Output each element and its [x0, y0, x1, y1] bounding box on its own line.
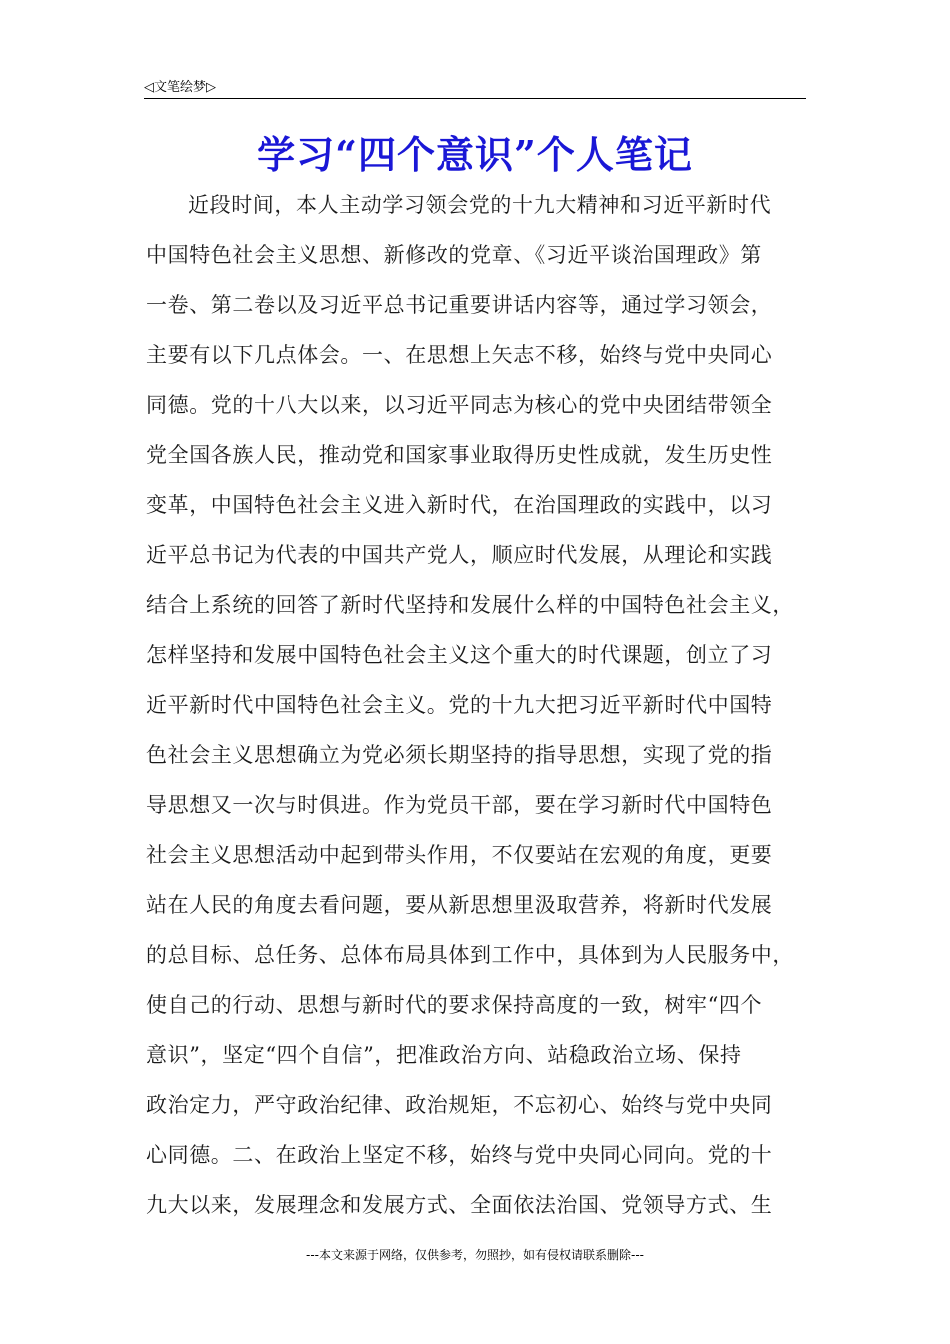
body-line: 近平新时代中国特色社会主义。党的十九大把习近平新时代中国特	[146, 693, 773, 717]
body-line: 怎样坚持和发展中国特色社会主义这个重大的时代课题，创立了习	[146, 643, 773, 667]
body-line: 近段时间，本人主动学习领会党的十九大精神和习近平新时代	[188, 193, 772, 217]
page-header	[144, 72, 806, 99]
body-line: 党全国各族人民，推动党和国家事业取得历史性成就，发生历史性	[146, 443, 773, 467]
body-line: 导思想又一次与时俱进。作为党员干部，要在学习新时代中国特色	[146, 793, 773, 817]
body-line: 使自己的行动、思想与新时代的要求保持高度的一致，树牢“四个	[146, 993, 763, 1017]
body-line: 九大以来，发展理念和发展方式、全面依法治国、党领导方式、生	[146, 1193, 773, 1217]
body-line: 政治定力，严守政治纪律、政治规矩，不忘初心、始终与党中央同	[146, 1093, 773, 1117]
body-line: 社会主义思想活动中起到带头作用，不仅要站在宏观的角度，更要	[146, 843, 773, 867]
body-line: 同德。党的十八大以来，以习近平同志为核心的党中央团结带领全	[146, 393, 773, 417]
page-footer-disclaimer: ---本文来源于网络，仅供参考，勿照抄，如有侵权请联系删除---	[306, 1248, 644, 1262]
body-line: 站在人民的角度去看问题，要从新思想里汲取营养，将新时代发展	[146, 893, 773, 917]
header-label: ◁文笔绘梦▷	[144, 80, 216, 95]
body-line: 意识”，坚定“四个自信”，把准政治方向、站稳政治立场、保持	[146, 1043, 742, 1067]
document-title: 学习“四个意识”个人笔记	[257, 132, 693, 177]
document-body	[146, 180, 816, 1230]
body-line: 一卷、第二卷以及习近平总书记重要讲话内容等，通过学习领会，	[146, 293, 773, 317]
body-line: 色社会主义思想确立为党必须长期坚持的指导思想，实现了党的指	[146, 743, 773, 767]
body-line: 中国特色社会主义思想、新修改的党章、《习近平谈治国理政》第	[146, 243, 762, 267]
body-line: 主要有以下几点体会。一、在思想上矢志不移，始终与党中央同心	[146, 343, 773, 367]
body-line: 变革，中国特色社会主义进入新时代，在治国理政的实践中，以习	[146, 493, 773, 517]
body-line: 心同德。二、在政治上坚定不移，始终与党中央同心同向。党的十	[146, 1143, 773, 1167]
body-line: 近平总书记为代表的中国共产党人，顺应时代发展，从理论和实践	[146, 543, 773, 567]
body-line: 的总目标、总任务、总体布局具体到工作中，具体到为人民服务中，	[146, 943, 794, 967]
body-line: 结合上系统的回答了新时代坚持和发展什么样的中国特色社会主义，	[146, 593, 794, 617]
